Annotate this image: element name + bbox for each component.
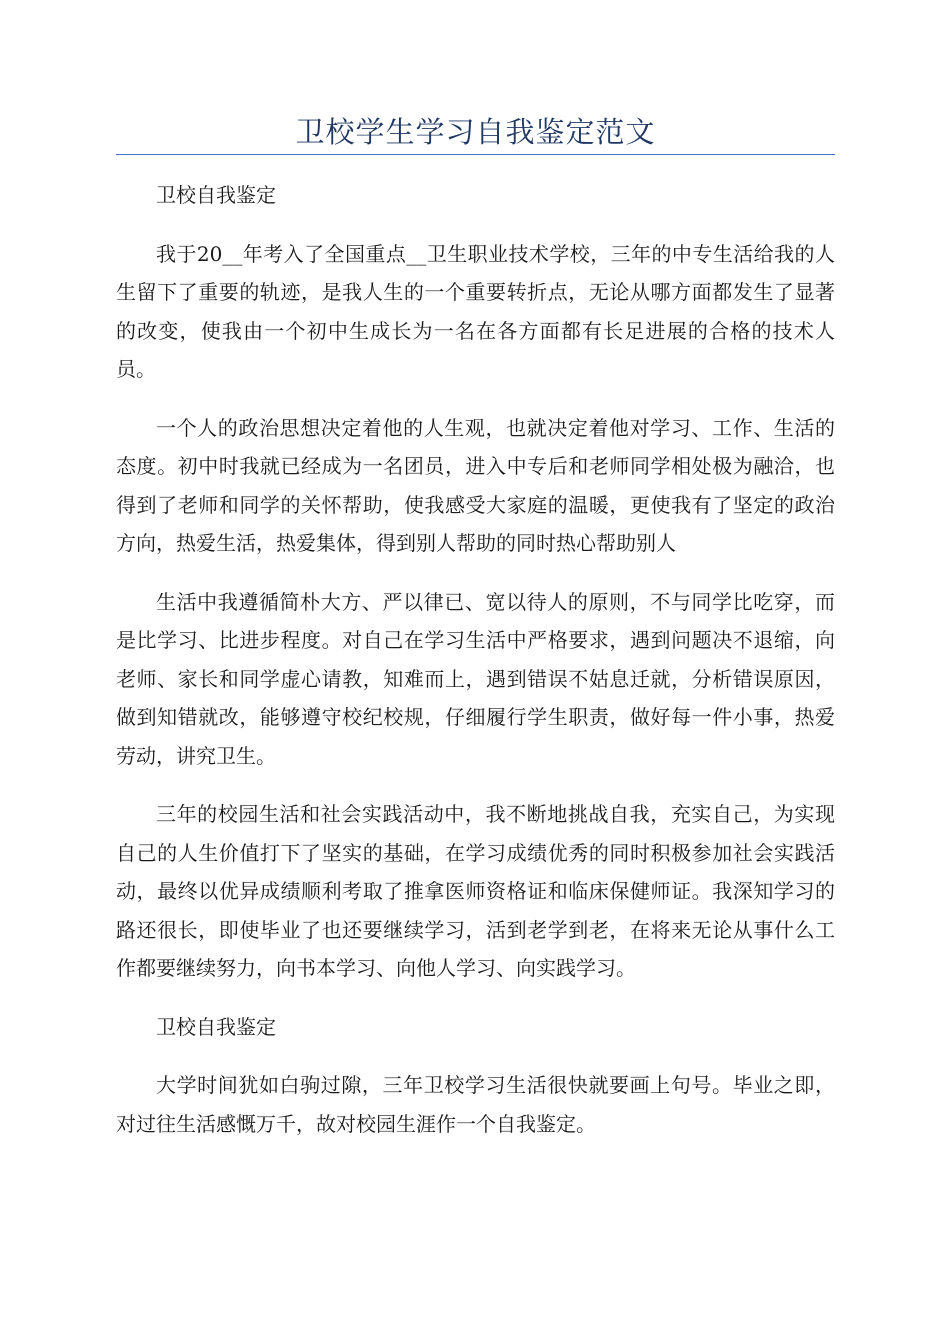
paragraph: 大学时间犹如白驹过隙，三年卫校学习生活很快就要画上句号。毕业之即，对过往生活感慨万千，故对校园生涯作一个自我鉴定。: [116, 1073, 835, 1136]
paragraph: 生活中我遵循简朴大方、严以律已、宽以待人的原则，不与同学比吃穿，而是比学习、比进步程度。对自己在学习生活中严格要求，遇到问题决不退缩，向老师、家长和同学虚心请教，知难而上，遇到错误不姑息迁就，分析错误原因，做到知错就改，能够遵守校纪校规，仔细履行学生职责，做好每一件小事，热爱劳动，讲究卫生。: [116, 589, 835, 768]
paragraph: 我于20__年考入了全国重点__卫生职业技术学校，三年的中专生活给我的人生留下了重要的轨迹，是我人生的一个重要转折点，无论从哪方面都发生了显著的改变，使我由一个初中生成长为一名在各方面都有长足进展的合格的技术人员。: [116, 241, 835, 381]
document-title: 卫校学生学习自我鉴定范文: [295, 115, 656, 149]
paragraph: 一个人的政治思想决定着他的人生观，也就决定着他对学习、工作、生活的态度。初中时我就已经成为一名团员，进入中专后和老师同学相处极为融洽，也得到了老师和同学的关怀帮助，使我感受大家庭的温暖，更使我有了坚定的政治方向，热爱生活，热爱集体，得到别人帮助的同时热心帮助别人: [116, 415, 835, 555]
section-heading: 卫校自我鉴定: [156, 183, 276, 207]
document-body: [116, 176, 835, 1163]
paragraph: 三年的校园生活和社会实践活动中，我不断地挑战自我，充实自己，为实现自己的人生价值打下了坚实的基础，在学习成绩优秀的同时积极参加社会实践活动，最终以优异成绩顺利考取了推拿医师资格证和临床保健师证。我深知学习的路还很长，即使毕业了也还要继续学习，活到老学到老，在将来无论从事什么工作都要继续努力，向书本学习、向他人学习、向实践学习。: [116, 802, 835, 980]
title-underline: [116, 154, 835, 155]
section-heading: 卫校自我鉴定: [156, 1014, 276, 1039]
